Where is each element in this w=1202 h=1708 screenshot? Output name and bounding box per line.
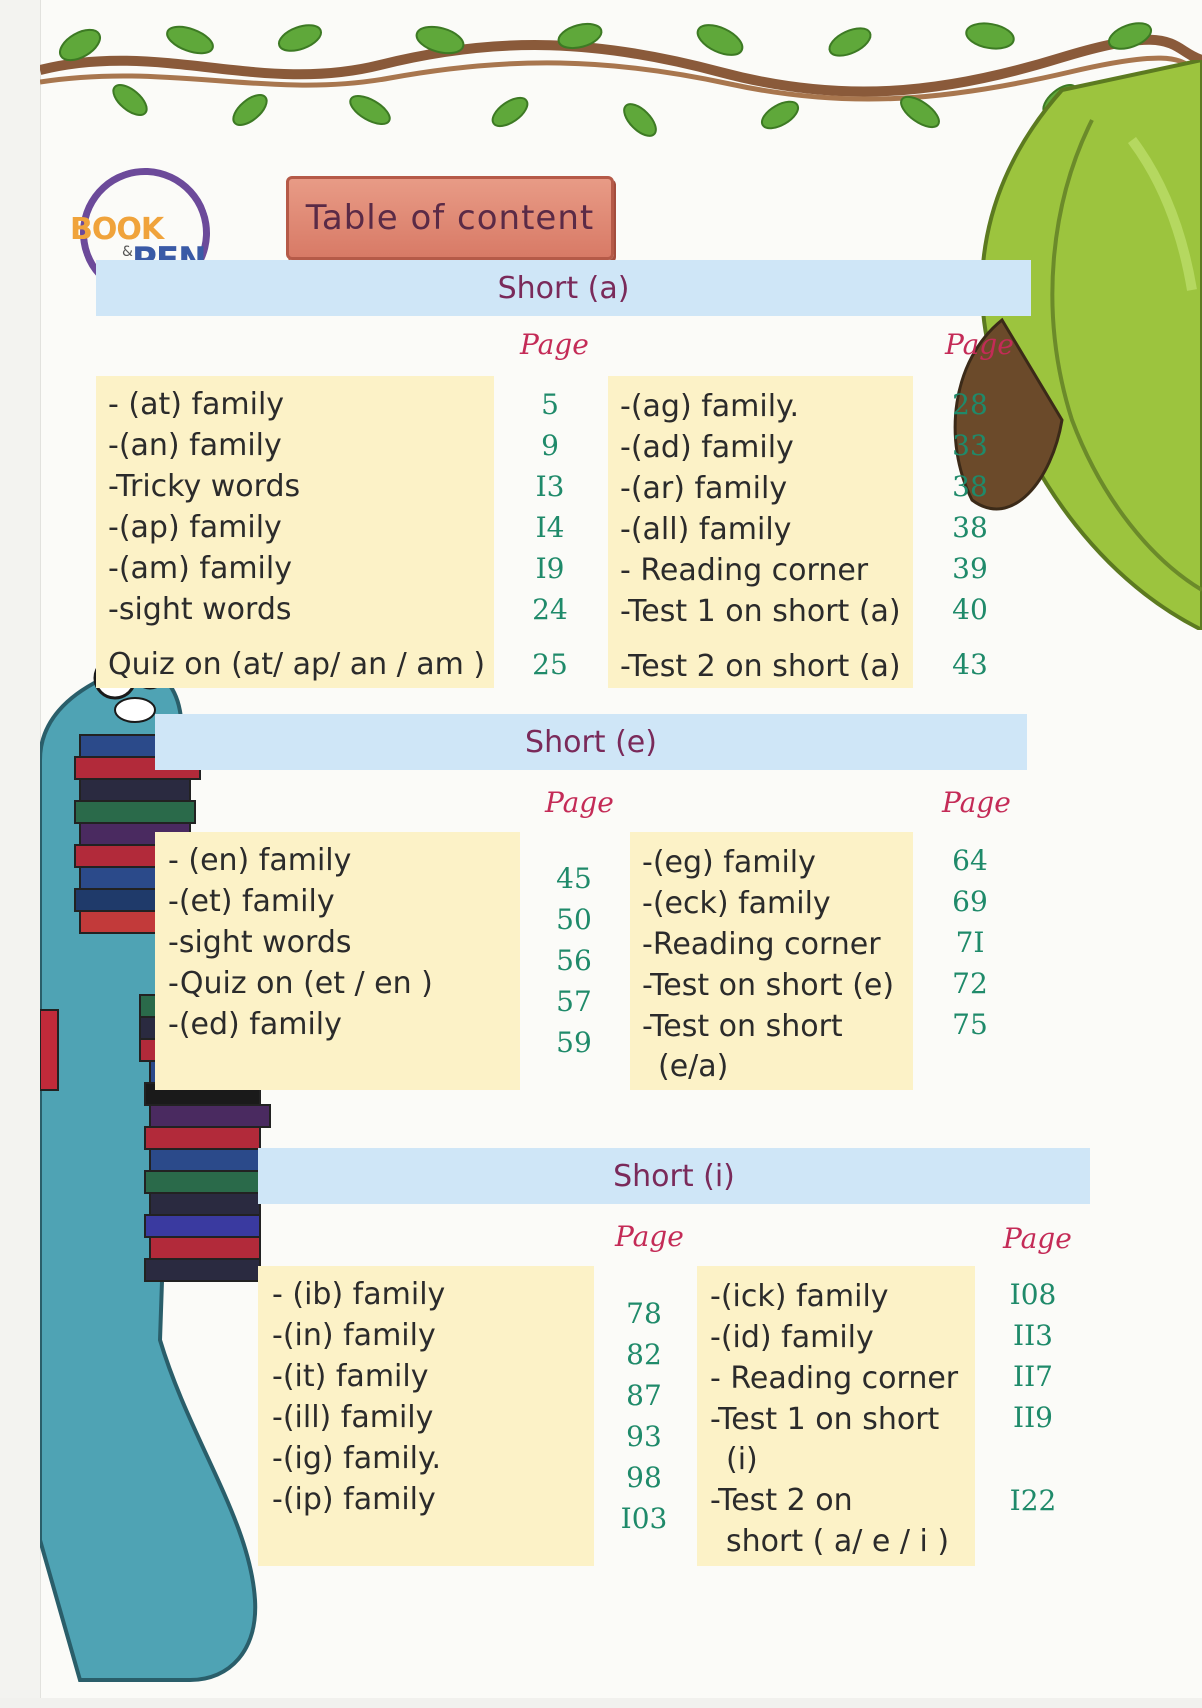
section-heading-short-e: Short (e): [155, 714, 1027, 770]
page-column-label: Page: [520, 328, 589, 361]
toc-page-number: I9: [535, 552, 565, 585]
page-edge: [0, 0, 41, 1708]
toc-page-number: I3: [535, 470, 565, 503]
toc-page-number: 38: [952, 470, 988, 503]
toc-entry[interactable]: -(ar) family: [620, 471, 788, 506]
toc-entry[interactable]: Quiz on (at/ ap/ an / am ): [108, 647, 486, 682]
toc-entry[interactable]: -(ig) family.: [272, 1441, 441, 1476]
toc-entry[interactable]: -Test on short (e): [642, 968, 895, 1003]
toc-entry[interactable]: - (en) family: [168, 843, 352, 878]
toc-page-number: 69: [952, 885, 988, 918]
toc-page-number: 24: [532, 593, 568, 626]
page-edge-bottom: [0, 1698, 1202, 1708]
toc-page-number: 33: [952, 429, 988, 462]
toc-entry[interactable]: -Tricky words: [108, 469, 301, 504]
toc-entry[interactable]: -(eck) family: [642, 886, 831, 921]
toc-entry[interactable]: -(id) family: [710, 1320, 874, 1355]
toc-entry[interactable]: -(ap) family: [108, 510, 282, 545]
toc-entry[interactable]: -(ick) family: [710, 1279, 889, 1314]
toc-entry[interactable]: -(et) family: [168, 884, 335, 919]
toc-page-number: 25: [532, 648, 568, 681]
toc-page-number: I03: [620, 1502, 668, 1535]
section-heading-short-a: Short (a): [96, 260, 1031, 316]
toc-page-number: 9: [541, 429, 559, 462]
toc-page-number: 87: [626, 1379, 662, 1412]
toc-page-number: 56: [556, 944, 592, 977]
toc-entry-continued[interactable]: (e/a): [658, 1049, 729, 1084]
toc-page-number: II9: [1013, 1401, 1053, 1434]
toc-page-number: 5: [541, 388, 559, 421]
toc-entry[interactable]: -Test 2 on: [710, 1483, 853, 1518]
toc-page-number: I08: [1009, 1278, 1057, 1311]
logo-text-book: BOOK: [70, 212, 164, 247]
page-title: Table of content: [286, 176, 614, 260]
toc-entry[interactable]: -Test 1 on short: [710, 1402, 940, 1437]
section-heading-short-i: Short (i): [258, 1148, 1090, 1204]
toc-page-number: I22: [1009, 1484, 1057, 1517]
toc-page-number: 45: [556, 862, 592, 895]
toc-page-number: 72: [952, 967, 988, 1000]
toc-entry[interactable]: -(am) family: [108, 551, 292, 586]
toc-entry[interactable]: -Reading corner: [642, 927, 881, 962]
page-column-label: Page: [1003, 1222, 1072, 1255]
toc-entry-continued[interactable]: (i): [726, 1442, 758, 1477]
toc-page-number: 98: [626, 1461, 662, 1494]
toc-page-number: 43: [952, 648, 988, 681]
toc-entry[interactable]: - (at) family: [108, 387, 285, 422]
toc-entry[interactable]: -(ag) family.: [620, 389, 800, 424]
toc-page-number: II7: [1013, 1360, 1053, 1393]
toc-page-number: 64: [952, 844, 988, 877]
toc-page-number: 57: [556, 985, 592, 1018]
toc-page-number: 78: [626, 1297, 662, 1330]
toc-entry[interactable]: -(ip) family: [272, 1482, 436, 1517]
toc-entry[interactable]: -(an) family: [108, 428, 282, 463]
toc-entry-continued[interactable]: short ( a/ e / i ): [726, 1524, 950, 1559]
toc-entry[interactable]: -Test 1 on short (a): [620, 594, 901, 629]
page-column-label: Page: [615, 1220, 684, 1253]
toc-page-number: II3: [1013, 1319, 1053, 1352]
toc-entry[interactable]: -(ad) family: [620, 430, 794, 465]
toc-entry[interactable]: -Test on short: [642, 1009, 843, 1044]
page-column-label: Page: [942, 786, 1011, 819]
toc-entry[interactable]: -Quiz on (et / en ): [168, 966, 433, 1001]
toc-entry[interactable]: - Reading corner: [620, 553, 869, 588]
toc-page-number: 28: [952, 388, 988, 421]
logo-ampersand: &: [122, 244, 133, 260]
toc-page-number: 40: [952, 593, 988, 626]
toc-entry[interactable]: - Reading corner: [710, 1361, 959, 1396]
page-column-label: Page: [945, 328, 1014, 361]
toc-page-number: 38: [952, 511, 988, 544]
toc-entry[interactable]: -(ill) family: [272, 1400, 434, 1435]
toc-entry[interactable]: -sight words: [108, 592, 292, 627]
toc-entry[interactable]: - (ib) family: [272, 1277, 446, 1312]
toc-entry[interactable]: -Test 2 on short (a): [620, 649, 901, 684]
toc-page-number: 93: [626, 1420, 662, 1453]
toc-entry[interactable]: -(ed) family: [168, 1007, 342, 1042]
toc-entry[interactable]: -(eg) family: [642, 845, 816, 880]
toc-page-number: I4: [535, 511, 565, 544]
toc-page-number: 59: [556, 1026, 592, 1059]
toc-page-number: 7I: [955, 926, 985, 959]
toc-page-number: 39: [952, 552, 988, 585]
toc-entry[interactable]: -(it) family: [272, 1359, 429, 1394]
page-column-label: Page: [545, 786, 614, 819]
toc-entry[interactable]: -(all) family: [620, 512, 792, 547]
toc-page-number: 50: [556, 903, 592, 936]
toc-entry[interactable]: -(in) family: [272, 1318, 436, 1353]
toc-entry[interactable]: -sight words: [168, 925, 352, 960]
toc-page-number: 75: [952, 1008, 988, 1041]
toc-page-number: 82: [626, 1338, 662, 1371]
